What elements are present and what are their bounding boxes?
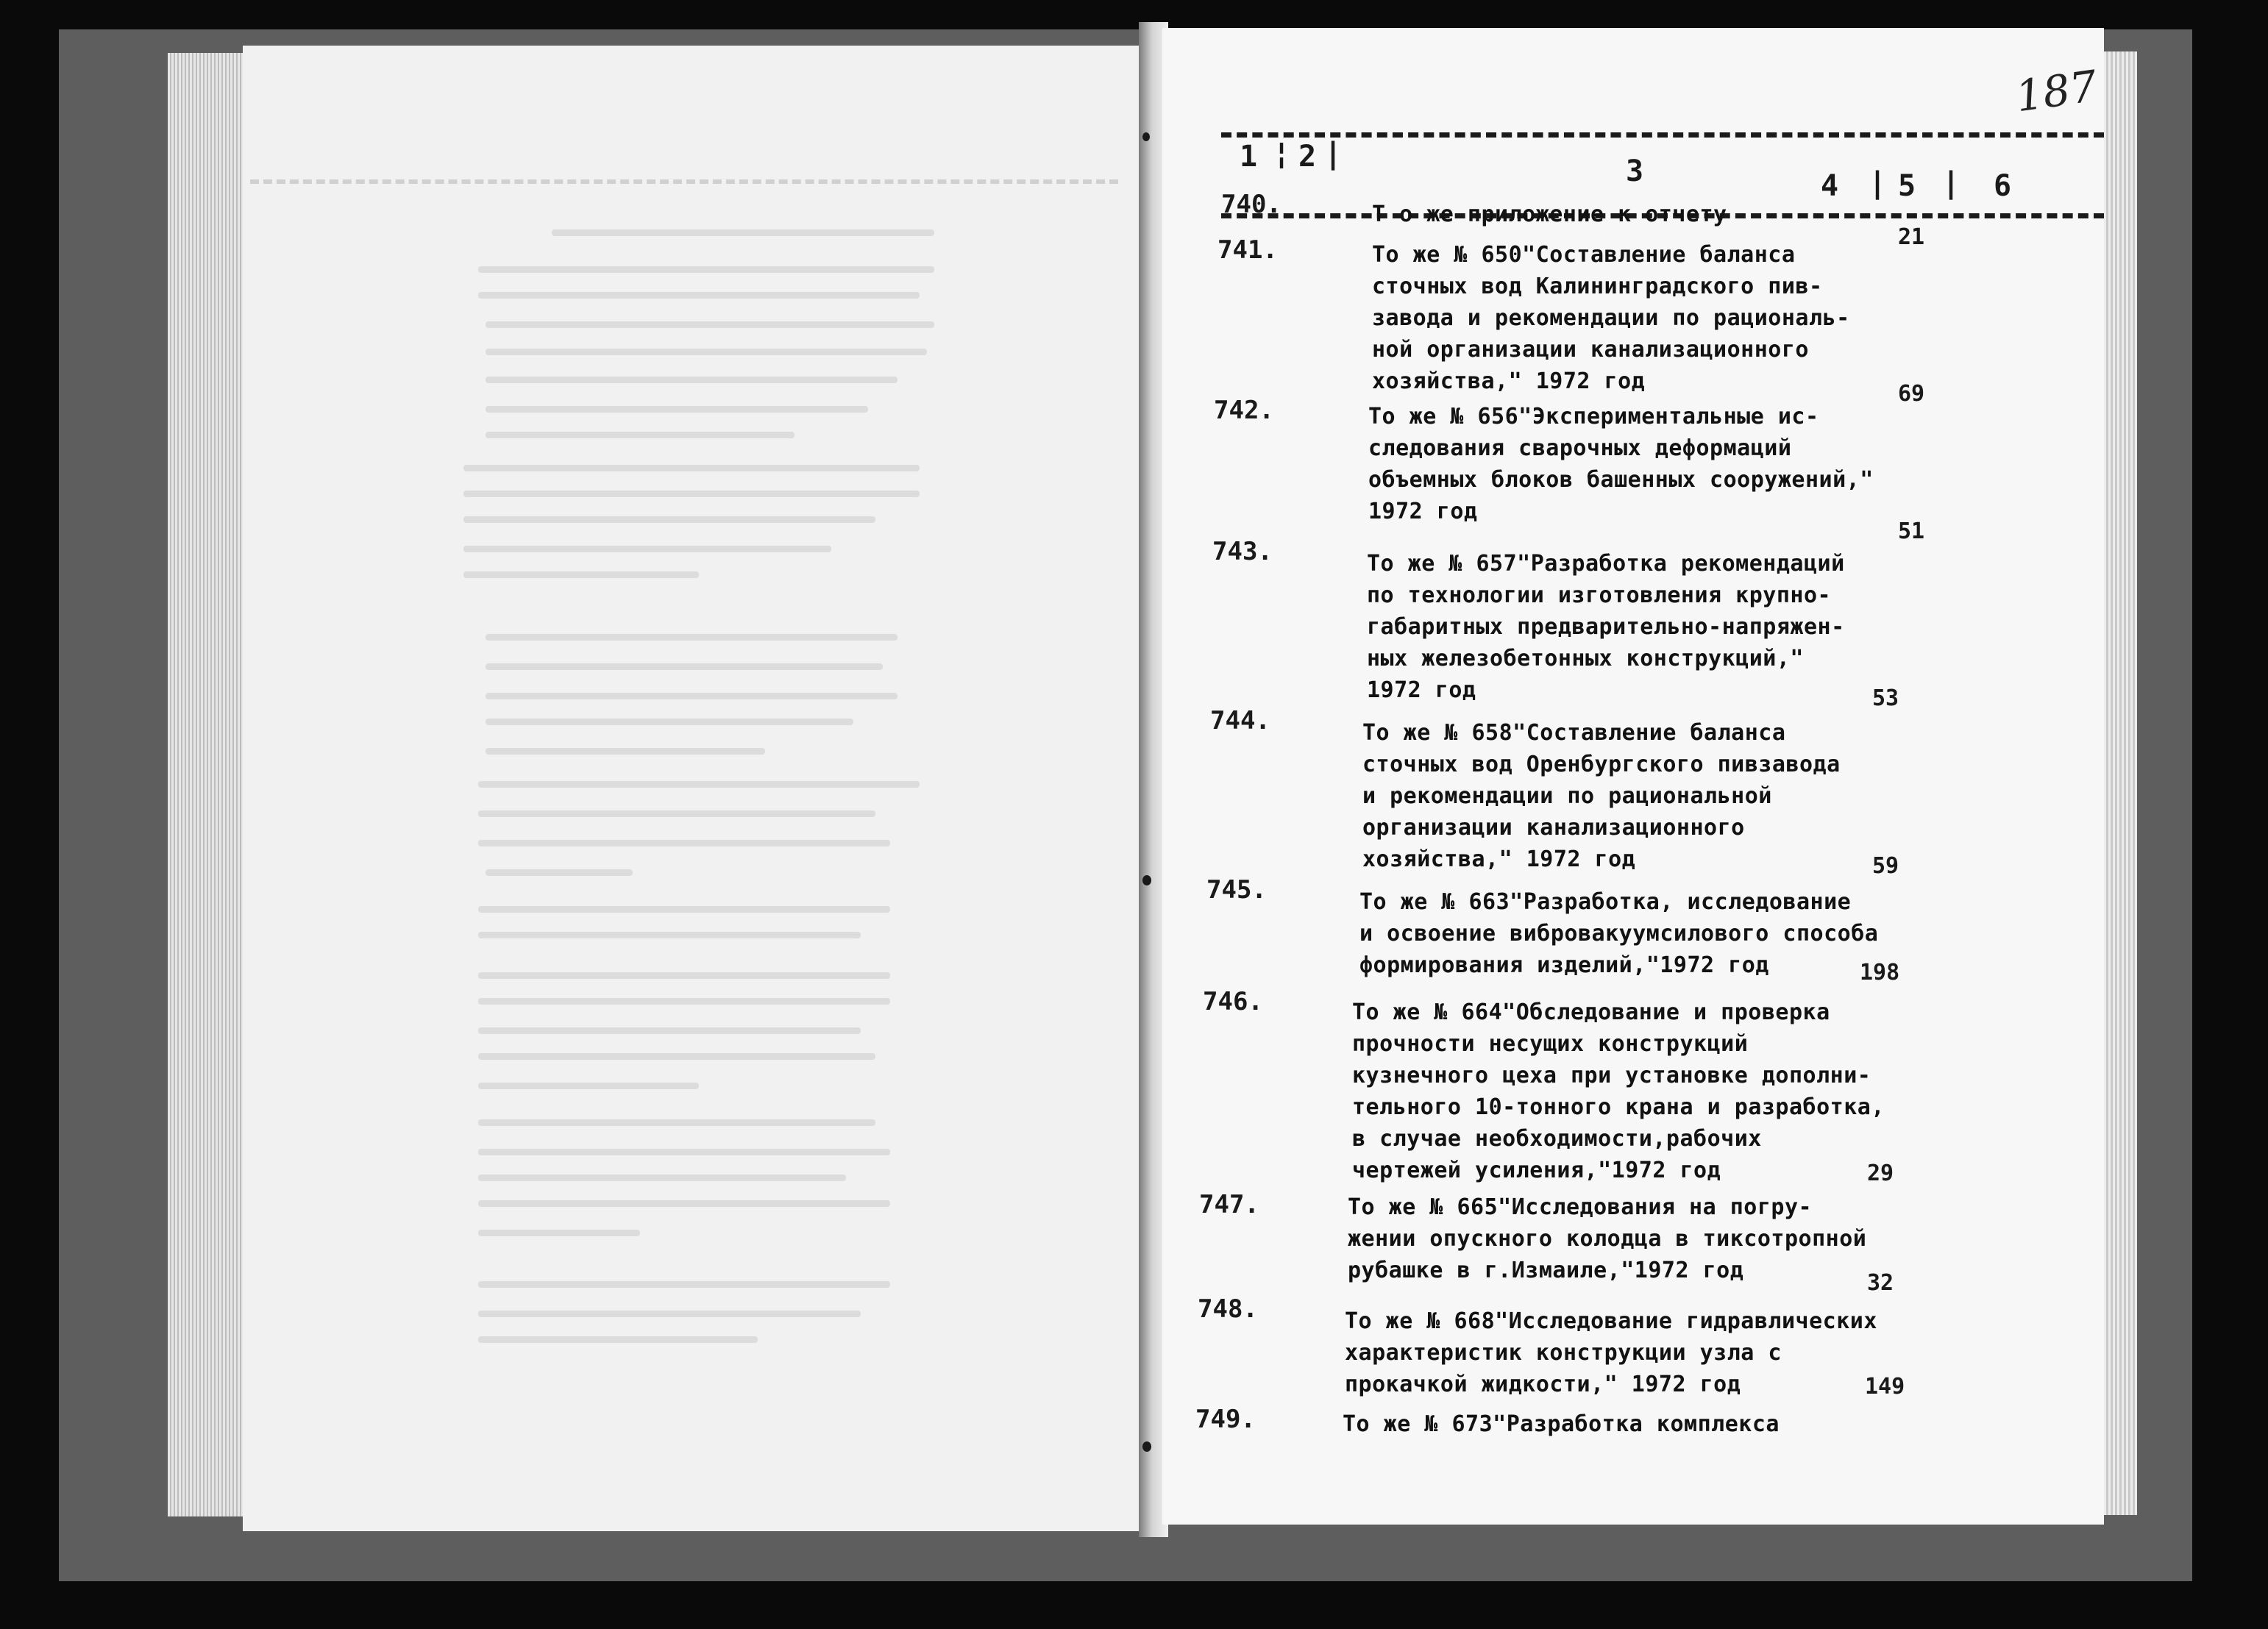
bleed-line [478,1053,875,1060]
page-number-stamp: 187 [2012,60,2100,122]
col-header-divider: | [1324,137,1343,171]
entry-description: То же № 664"Обследование и проверка прочности несущих конструкций кузнечного цеха при установке дополни- тельного 10-тонного крана и разработка, в случае необходимости,рабочих чертежей усиления,"1972 год [1352,999,1885,1183]
entry-page-value: 69 [1898,381,1925,407]
entry-number: 743. [1212,537,1273,566]
binding-hole [1142,132,1150,141]
binding-hole [1142,1441,1151,1452]
entry-description: То же № 650"Составление баланса сточных вод Калининградского пив- завода и рекомендации по рациональ- ной организации канализационного хозяйства," 1972 год [1372,242,1850,394]
bleed-line [463,546,831,552]
bleed-line [478,972,890,979]
bleed-line [486,748,765,755]
col-header-5: 5 [1898,169,1916,203]
entry-page-value: 29 [1867,1161,1894,1186]
col-header-4: 4 [1821,169,1839,203]
entry-description: То же № 665"Исследования на погру- жении опускного колодца в тиксотропной рубашке в г.Измаиле,"1972 год [1348,1194,1867,1283]
col-header-divider: ¦ [1273,137,1291,171]
bleed-line [478,1200,890,1207]
bleed-line [486,432,794,438]
bleed-line [486,406,868,413]
col-header-divider: | [1942,166,1960,200]
entry-number: 745. [1206,875,1267,905]
entry-number: 747. [1199,1190,1259,1219]
entry-page-value: 149 [1865,1374,1905,1400]
bleed-line [478,932,861,938]
entry-description: То же № 656"Экспериментальные ис- следования сварочных деформаций объемных блоков башенных сооружений," 1972 год [1368,404,1874,524]
entry-number: 741. [1217,235,1278,265]
bleed-line [478,292,920,299]
bleed-line [478,1230,640,1236]
col-header-3: 3 [1626,154,1644,188]
bleed-line [463,571,699,578]
bleed-line [486,377,897,383]
bleed-line [486,693,897,699]
bleed-line [486,663,883,670]
bleed-line [478,906,890,913]
bleed-line [486,719,853,725]
col-header-6: 6 [1994,169,2012,203]
bleed-line [478,266,934,273]
entry-number: 740. [1221,190,1281,219]
header-rule-top [1221,132,2104,138]
bleed-through-header-rule [250,179,1118,184]
entry-number: 746. [1203,987,1263,1016]
bleed-line [478,840,890,846]
entry-description: То же № 663"Разработка, исследование и освоение вибровакуумсилового способа формирования изделий,"1972 год [1359,889,1879,978]
bleed-line [478,781,920,788]
bleed-line [478,1281,890,1288]
bleed-line [486,869,633,876]
entry-page-value: 59 [1872,853,1899,879]
bleed-line [486,634,897,641]
entry-page-value: 198 [1860,960,1900,985]
entry-page-value: 53 [1872,685,1899,711]
bleed-line [478,810,875,817]
bleed-line [478,1336,758,1343]
bleed-line [552,229,934,236]
bleed-line [478,1119,875,1126]
col-header-divider: | [1869,166,1887,200]
entry-number: 749. [1195,1405,1256,1434]
bleed-line [478,1027,861,1034]
entry-description: То же № 673"Разработка комплекса [1343,1411,1780,1437]
entry-description: То же № 657"Разработка рекомендаций по технологии изготовления крупно- габаритных предварительно-напряжен- ных железобетонных конструкций," 1972 год [1367,551,1845,703]
entry-number: 748. [1198,1294,1258,1324]
bleed-line [486,349,927,355]
bleed-line [478,1083,699,1089]
left-page [243,46,1144,1531]
bleed-line [478,1174,846,1181]
col-header-1: 1 [1240,140,1258,174]
entry-number: 744. [1210,706,1270,735]
entry-description: То же № 658"Составление баланса сточных вод Оренбургского пивзавода и рекомендации по рациональной организации канализационного хозяйства," 1972 год [1362,720,1841,872]
entry-page-value: 21 [1898,224,1925,250]
col-header-2: 2 [1298,140,1317,174]
bleed-line [463,465,920,471]
bleed-line [478,998,890,1005]
entry-description: То же № 668"Исследование гидравлических характеристик конструкции узла с прокачкой жидкости," 1972 год [1345,1308,1877,1397]
entry-page-value: 32 [1867,1270,1894,1296]
entry-number: 742. [1214,396,1274,425]
entry-description: Т о же приложение к отчету [1372,202,1727,227]
bleed-line [478,1311,861,1317]
bleed-line [463,516,875,523]
entry-page-value: 51 [1898,518,1925,544]
bleed-line [486,321,934,328]
bleed-line [463,491,920,497]
binding-hole [1142,875,1151,885]
bleed-line [478,1149,890,1155]
